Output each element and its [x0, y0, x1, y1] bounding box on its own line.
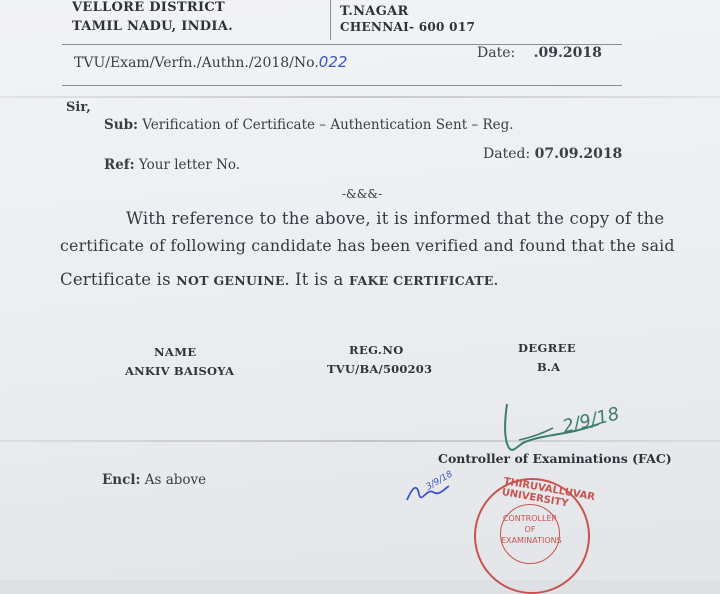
- candidate-name: ANKIV BAISOYA: [125, 364, 235, 378]
- university-stamp: [474, 476, 596, 594]
- reference-number-handwritten: 022: [318, 53, 348, 71]
- address-left-line2: TAMIL NADU, INDIA.: [72, 19, 233, 34]
- enclosure-text: As above: [144, 472, 207, 488]
- reference-number-prefix: TVU/Exam/Verfn./Authn./2018/No.: [74, 55, 319, 71]
- reference-date: [477, 45, 602, 61]
- table-header-name: NAME: [154, 345, 197, 359]
- table-header-degree: DEGREE: [518, 341, 577, 355]
- reference-rule: [62, 85, 622, 86]
- subject-line: [104, 117, 514, 133]
- reference-number: [74, 53, 347, 71]
- body-line-3: [60, 270, 498, 289]
- stamp-ring-text: THIRUVALLUVAR UNIVERSITY: [500, 476, 596, 510]
- signatory-title: Controller of Examinations (FAC): [438, 451, 672, 466]
- subject-label: Sub:: [104, 117, 138, 133]
- fake-certificate-text: FAKE CERTIFICATE.: [349, 273, 499, 288]
- initials-date-handwritten: 3/9/18: [424, 469, 455, 493]
- enclosure-line: [102, 472, 206, 488]
- paper-fold: [0, 96, 720, 98]
- table-header-regno: REG.NO: [349, 343, 404, 357]
- subject-text: Verification of Certificate – Authentication Sent – Reg.: [142, 117, 514, 133]
- not-genuine-text: NOT GENUINE.: [176, 273, 290, 288]
- salutation: Sir,: [66, 100, 91, 115]
- signature-date-handwritten: 2/9/18: [560, 403, 622, 438]
- address-right-line1: T.NAGAR: [340, 4, 409, 19]
- ref-dated-value: 07.09.2018: [534, 146, 623, 162]
- reference-date-value: .09.2018: [533, 45, 602, 61]
- ref-text: Your letter No.: [138, 157, 241, 173]
- body-line-3-a: Certificate is: [60, 270, 177, 289]
- address-left-line1: VELLORE DISTRICT: [72, 0, 225, 15]
- ref-label: Ref:: [104, 157, 135, 173]
- ref-dated-label: Dated:: [483, 146, 531, 162]
- body-line-1: With reference to the above, it is informed that the copy of the: [126, 209, 665, 228]
- address-right-line2: CHENNAI- 600 017: [340, 20, 476, 34]
- body-line-3-c: It is a: [289, 270, 350, 289]
- reference-date-label: Date:: [477, 45, 516, 61]
- ref-dated: [483, 146, 622, 162]
- section-divider: -&&&-: [342, 187, 383, 201]
- candidate-regno: TVU/BA/500203: [327, 362, 433, 376]
- ref-line: [104, 157, 240, 173]
- stamp-center-text: CONTROLLER OF EXAMINATIONS: [500, 504, 560, 564]
- letterhead-divider: [330, 0, 331, 40]
- enclosure-label: Encl:: [102, 472, 141, 488]
- candidate-degree: B.A: [537, 360, 561, 374]
- body-line-2: certificate of following candidate has been verified and found that the said: [60, 236, 675, 255]
